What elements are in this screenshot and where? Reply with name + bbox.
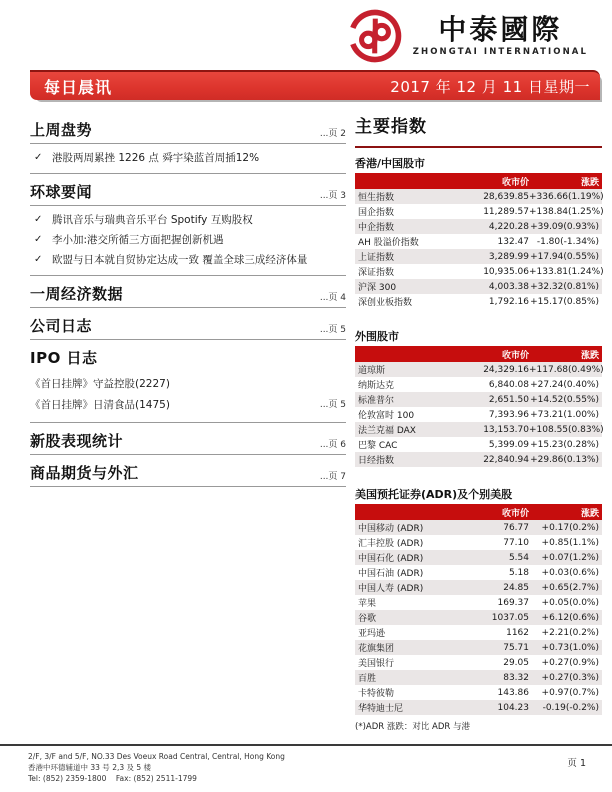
change-cell: +0.27(0.3%) [541,672,599,683]
table-body [355,362,602,467]
section-page-ref: ...页 5 [319,325,346,335]
section-title: 上周盘势 [30,121,93,139]
close-price-cell: 83.32 [503,672,529,683]
close-price-cell: 10,935.06 [483,266,529,277]
change-cell: +29.86(0.13%) [530,454,599,465]
bullet-text: 港股两周累挫 1226 点 舜宇染蓝首周插12% [52,152,260,164]
bullet-item [30,210,346,230]
indices-title: 主要指数 [355,112,602,148]
fax: Fax: (852) 2511-1799 [115,774,197,783]
index-name-cell: 伦敦富时 100 [358,411,415,421]
close-price-cell: 169.37 [497,597,529,608]
section-title: 新股表现统计 [30,432,124,450]
report-date: 2017 年 12 月 11 日星期一 [390,77,590,96]
stock-row [355,625,602,640]
logo-name-en: ZHONGTAI INTERNATIONAL [412,47,588,58]
stock-name-cell: 中国人寿 (ADR) [358,584,424,594]
section-page-ref: ...页 7 [319,472,346,482]
report-banner [30,70,600,100]
bullet-list [30,206,346,276]
index-name-cell: 沪深 300 [358,283,397,293]
change-cell: +0.97(0.7%) [541,687,599,698]
check-icon: ✓ [34,152,43,163]
check-icon: ✓ [34,254,43,265]
table-header-row [355,173,602,189]
stock-row [355,595,602,610]
index-name-cell: 日经指数 [358,456,395,466]
major-indices-panel [355,112,602,732]
index-row [355,392,602,407]
stock-name-cell: 中国石油 (ADR) [358,569,424,579]
table-body [355,189,602,309]
change-cell: +6.12(0.6%) [541,612,599,623]
report-title: 每日晨讯 [44,77,113,97]
section-title: IPO 日志 [30,349,98,367]
change-header: 涨跌 [580,350,599,361]
toc-section-new-stock-stats [30,423,346,455]
stock-row [355,610,602,625]
close-price-cell: 4,003.38 [488,281,529,292]
close-price-cell: 28,639.85 [483,191,529,202]
close-price-cell: 24.85 [503,582,529,593]
section-title: 公司日志 [30,317,93,335]
close-price-cell: 1,792.16 [488,296,529,307]
index-row [355,249,602,264]
change-cell: +0.17(0.2%) [541,522,599,533]
change-cell: +0.03(0.6%) [541,567,599,578]
bullet-text: 李小加:港交所循三方面把握创新机遇 [52,234,224,246]
index-name-cell: 巴黎 CAC [358,441,398,451]
stock-name-cell: 谷歌 [358,614,377,624]
close-price-cell: 5.18 [508,567,529,578]
close-price-header: 收市价 [501,177,529,188]
stock-row [355,670,602,685]
close-price-cell: 3,289.99 [488,251,529,262]
change-cell: +17.94(0.55%) [530,251,599,262]
section-title: 一周经济数据 [30,285,124,303]
stock-row [355,535,602,550]
close-price-cell: 29.05 [503,657,529,668]
change-cell: +108.55(0.83%) [529,424,604,435]
change-cell: +0.27(0.9%) [541,657,599,668]
section-title: 商品期货与外汇 [30,464,139,482]
close-price-cell: 76.77 [503,522,529,533]
change-cell: +117.68(0.49%) [529,364,604,375]
index-row [355,264,602,279]
stock-row [355,565,602,580]
close-price-cell: 4,220.28 [488,221,529,232]
close-price-cell: 22,840.94 [483,454,529,465]
close-price-cell: 7,393.96 [488,409,529,420]
index-row [355,437,602,452]
stock-name-cell: 美国银行 [358,659,395,669]
hk-china-table-title: 香港/中国股市 [355,157,426,170]
close-price-cell: 143.86 [497,687,529,698]
bullet-text: 腾讯音乐与瑞典音乐平台 Spotify 互购股权 [52,214,253,226]
footer-divider [0,744,612,746]
change-cell: +0.65(2.7%) [541,582,599,593]
index-row [355,362,602,377]
index-row [355,234,602,249]
index-name-cell: 上证指数 [358,253,395,263]
stock-row [355,580,602,595]
table-body [355,520,602,715]
close-price-cell: 24,329.16 [483,364,529,375]
index-name-cell: 深创业板指数 [358,298,413,308]
adr-table [355,504,602,715]
change-cell: +15.17(0.85%) [530,296,599,307]
tel: Tel: (852) 2359-1800 [28,774,107,783]
table-header-row [355,346,602,362]
overseas-table [355,346,602,467]
hk-china-table [355,173,602,309]
index-row [355,377,602,392]
bullet-list [30,144,346,174]
section-page-ref: ...页 4 [319,293,346,303]
footer-address-block [28,751,285,784]
bullet-item [30,250,346,270]
stock-name-cell: 花旗集团 [358,644,395,654]
index-row [355,452,602,467]
stock-name-cell: 中国移动 (ADR) [358,524,424,534]
index-row [355,279,602,294]
address-en: 2/F, 3/F and 5/F, NO.33 Des Voeux Road Central, Central, Hong Kong [28,752,285,761]
change-cell: +32.32(0.81%) [530,281,599,292]
close-price-cell: 5,399.09 [488,439,529,450]
close-price-cell: 104.23 [497,702,529,713]
toc-section-weekly-econ [30,276,346,308]
index-name-cell: 道琼斯 [358,366,386,376]
stock-row [355,520,602,535]
close-price-cell: 132.47 [497,236,529,247]
page-number: 页 1 [567,758,586,769]
stock-row [355,550,602,565]
change-cell: +0.85(1.1%) [541,537,599,548]
ipo-item-text: 《首日挂牌》守益控股(2227) [30,378,170,390]
adr-table-title: 美国预托证券(ADR)及个别美股 [355,488,513,501]
overseas-table-title: 外围股市 [355,330,399,343]
index-row [355,407,602,422]
bullet-text: 欧盟与日本就自贸协定达成一致 覆盖全球三成经济体量 [52,254,308,266]
stock-row [355,685,602,700]
change-cell: +133.81(1.24%) [529,266,604,277]
adr-footnote: (*)ADR 涨跌：对比 ADR 与港 [355,722,471,732]
stock-row [355,655,602,670]
stock-name-cell: 华特迪士尼 [358,704,404,714]
phone-line [28,773,285,784]
change-cell: +2.21(0.2%) [541,627,599,638]
section-page-ref: ...页 2 [319,129,346,139]
section-title: 环球要闻 [30,183,93,201]
stock-name-cell: 百胜 [358,674,377,684]
logo-name-cn: 中泰國際 [438,12,563,46]
index-row [355,204,602,219]
change-cell: +73.21(1.00%) [530,409,599,420]
check-icon: ✓ [34,234,43,245]
index-name-cell: 纳斯达克 [358,381,395,391]
index-row [355,189,602,204]
change-cell: +39.09(0.93%) [530,221,599,232]
change-cell: -1.80(-1.34%) [536,236,599,247]
stock-row [355,700,602,715]
stock-name-cell: 亚玛逊 [358,629,386,639]
close-price-cell: 2,651.50 [488,394,529,405]
toc-section-last-week [30,112,346,144]
close-price-cell: 13,153.70 [483,424,529,435]
stock-row [355,640,602,655]
table-header-row [355,504,602,520]
change-cell: +336.66(1.19%) [529,191,604,202]
table-of-contents [30,112,346,487]
change-cell: +27.24(0.40%) [530,379,599,390]
close-price-header: 收市价 [501,508,529,519]
toc-section-ipo-diary [30,340,346,371]
index-row [355,294,602,309]
ipo-page-ref: ...页 5 [319,400,346,410]
change-cell: +0.07(1.2%) [541,552,599,563]
change-header: 涨跌 [580,177,599,188]
ipo-item-list [30,371,346,423]
close-price-header: 收市价 [501,350,529,361]
index-name-cell: 标准普尔 [358,396,395,406]
index-name-cell: 恒生指数 [358,193,395,203]
ipo-item [30,374,346,395]
stock-name-cell: 卡特彼勒 [358,689,395,699]
index-name-cell: 法兰克福 DAX [358,426,416,436]
index-row [355,219,602,234]
stock-name-cell: 中国石化 (ADR) [358,554,424,564]
change-cell: +138.84(1.25%) [529,206,604,217]
close-price-cell: 75.71 [503,642,529,653]
change-cell: +0.05(0.0%) [541,597,599,608]
toc-section-global-news [30,174,346,206]
address-cn: 香港中环德辅道中 33 号 2,3 及 5 楼 [28,763,152,772]
section-page-ref: ...页 3 [319,191,346,201]
bullet-item [30,230,346,250]
close-price-cell: 6,840.08 [488,379,529,390]
close-price-cell: 11,289.57 [483,206,529,217]
index-name-cell: 国企指数 [358,208,395,218]
change-header: 涨跌 [580,508,599,519]
close-price-cell: 5.54 [508,552,529,563]
toc-section-company-diary [30,308,346,340]
close-price-cell: 77.10 [503,537,529,548]
zhongtai-logo-icon [347,8,403,64]
change-cell: -0.19(-0.2%) [542,702,599,713]
close-price-cell: 1162 [506,627,529,638]
change-cell: +14.52(0.55%) [530,394,599,405]
change-cell: +15.23(0.28%) [530,439,599,450]
ipo-item-text: 《首日挂牌》日清食品(1475) [30,399,170,411]
section-page-ref: ...页 6 [319,440,346,450]
close-price-cell: 1037.05 [491,612,529,623]
change-cell: +0.73(1.0%) [541,642,599,653]
index-name-cell: AH 股溢价指数 [358,238,419,248]
index-name-cell: 中企指数 [358,223,395,233]
stock-name-cell: 苹果 [358,599,377,609]
stock-name-cell: 汇丰控股 (ADR) [358,539,424,549]
bullet-item [30,148,346,168]
index-row [355,422,602,437]
toc-section-commodities-fx [30,455,346,487]
company-logo [347,8,588,64]
check-icon: ✓ [34,214,43,225]
index-name-cell: 深证指数 [358,268,395,278]
ipo-item [30,395,346,416]
